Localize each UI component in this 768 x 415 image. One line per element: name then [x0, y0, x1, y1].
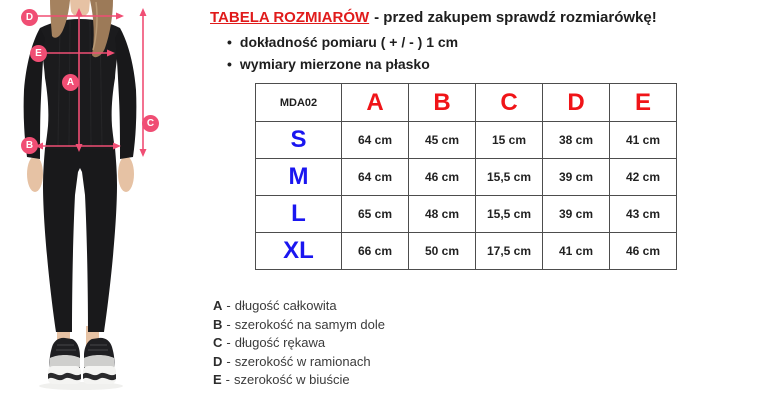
measurement-cell: 38 cm	[543, 122, 610, 159]
measurement-cell: 65 cm	[342, 196, 409, 233]
page-title	[210, 9, 657, 26]
measurement-cell: 64 cm	[342, 122, 409, 159]
measurement-cell: 46 cm	[610, 233, 677, 270]
product-code-cell: MDA02	[256, 84, 342, 122]
left-shoe	[48, 338, 81, 384]
measurement-cell: 41 cm	[610, 122, 677, 159]
size-label: L	[256, 196, 342, 233]
table-header-row	[256, 84, 677, 122]
column-header-a: A	[342, 84, 409, 122]
table-row-l	[256, 196, 677, 233]
size-label: S	[256, 122, 342, 159]
column-header-d: D	[543, 84, 610, 122]
column-header-b: B	[409, 84, 476, 122]
column-header-e: E	[610, 84, 677, 122]
size-label: XL	[256, 233, 342, 270]
measurement-cell: 50 cm	[409, 233, 476, 270]
right-shoe	[83, 338, 116, 384]
measurement-cell: 41 cm	[543, 233, 610, 270]
table-row-m	[256, 159, 677, 196]
figure-marker-d: D	[21, 9, 38, 26]
title-highlight: TABELA ROZMIARÓW	[210, 9, 370, 26]
measurement-cell: 66 cm	[342, 233, 409, 270]
legend-item-c: C - długość rękawa	[213, 335, 326, 350]
sweater-right-sleeve	[115, 28, 136, 159]
model-illustration	[0, 0, 200, 415]
measurement-legend	[213, 297, 385, 390]
figure-marker-c: C	[142, 115, 159, 132]
measurement-cell: 45 cm	[409, 122, 476, 159]
table-row-xl	[256, 233, 677, 270]
legend-item-d: D - szerokość w ramionach	[213, 353, 371, 369]
measurement-cell: 39 cm	[543, 196, 610, 233]
sweater-torso	[40, 19, 120, 149]
left-hand	[27, 156, 43, 192]
title-rest: - przed zakupem sprawdź rozmiarówkę!	[374, 9, 657, 26]
column-header-c: C	[476, 84, 543, 122]
measurement-cell: 64 cm	[342, 159, 409, 196]
figure-marker-e: E	[30, 45, 47, 62]
table-row-s	[256, 122, 677, 159]
legend-item-b: B - szerokość na samym dole	[213, 316, 386, 332]
bullet-item: • dokładność pomiaru ( + / - ) 1 cm	[227, 34, 459, 50]
bullet-dot: •	[227, 56, 232, 72]
measurement-cell: 39 cm	[543, 159, 610, 196]
model-photo	[0, 0, 200, 415]
legend-item-a: A - długość całkowita	[213, 298, 337, 313]
bullet-item: • wymiary mierzone na płasko	[227, 56, 430, 72]
size-table	[255, 83, 677, 270]
size-label: M	[256, 159, 342, 196]
measurement-cell: 15 cm	[476, 122, 543, 159]
measurement-cell: 48 cm	[409, 196, 476, 233]
measurement-cell: 42 cm	[610, 159, 677, 196]
measurement-cell: 46 cm	[409, 159, 476, 196]
bullet-list	[227, 31, 458, 75]
measurement-cell: 17,5 cm	[476, 233, 543, 270]
figure-marker-a: A	[62, 74, 79, 91]
bullet-dot: •	[227, 34, 232, 50]
figure-marker-b: B	[21, 137, 38, 154]
measurement-cell: 15,5 cm	[476, 196, 543, 233]
right-hand	[118, 156, 134, 192]
legend-item-e: E - szerokość w biuście	[213, 372, 350, 387]
measurement-cell: 43 cm	[610, 196, 677, 233]
measurement-cell: 15,5 cm	[476, 159, 543, 196]
leggings	[43, 148, 117, 332]
